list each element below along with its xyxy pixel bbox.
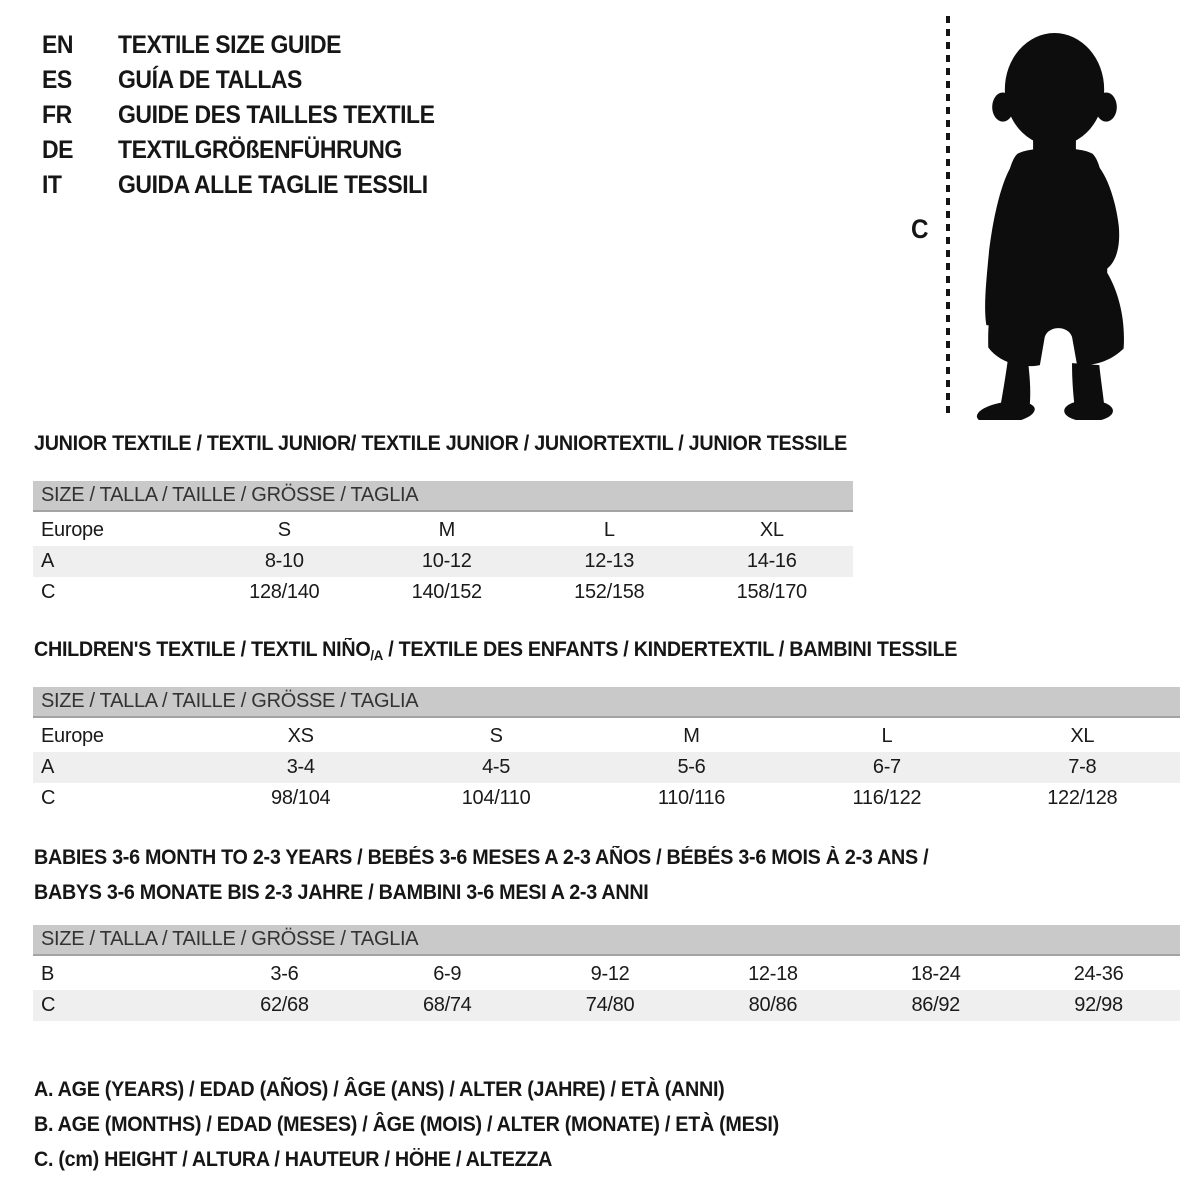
cell-value: 152/158 [574, 581, 645, 603]
language-title-list [42, 28, 462, 203]
cell-value: 122/128 [1047, 787, 1118, 809]
babies-title-line1: BABIES 3-6 MONTH TO 2-3 YEARS / BEBÉS 3-6 MESES A 2-3 AÑOS / BÉBÉS 3-6 MOIS À 2-3 ANS / [34, 846, 929, 869]
guide-title-de: TEXTILGRÖßENFÜHRUNG [118, 136, 402, 164]
measurement-legend [34, 1072, 826, 1177]
size-column: S [489, 725, 503, 747]
table-row-age [33, 546, 853, 577]
size-column: M [683, 725, 700, 747]
babies-title-line2: BABYS 3-6 MONATE BIS 2-3 JAHRE / BAMBINI 3-6 MESI A 2-3 ANNI [34, 881, 649, 904]
cell-value: 6-7 [872, 756, 901, 778]
cell-value: 3-4 [286, 756, 315, 778]
row-label: C [41, 581, 56, 603]
cell-value: 68/74 [422, 994, 472, 1016]
babies-size-table [33, 925, 1180, 1021]
height-dashed-line [946, 16, 950, 416]
lang-code: FR [42, 101, 72, 129]
size-column: XL [759, 519, 784, 541]
cell-value: 12-13 [584, 550, 635, 572]
table-row-height [33, 577, 853, 608]
size-column: XS [287, 725, 314, 747]
row-label: Europe [41, 519, 104, 541]
size-header-bar: SIZE / TALLA / TAILLE / GRÖSSE / TAGLIA [33, 687, 1180, 718]
size-header-bar: SIZE / TALLA / TAILLE / GRÖSSE / TAGLIA [33, 925, 1180, 956]
toddler-silhouette-icon [962, 20, 1147, 420]
row-label: Europe [41, 725, 104, 747]
height-measure-label: C [910, 214, 929, 244]
babies-section-title [34, 840, 928, 910]
lang-code: ES [42, 66, 72, 94]
cell-value: 9-12 [590, 963, 630, 985]
cell-value: 7-8 [1068, 756, 1097, 778]
row-label: A [41, 756, 55, 778]
cell-value: 104/110 [461, 787, 531, 809]
cell-value: 140/152 [411, 581, 482, 603]
table-row-europe [33, 721, 1180, 752]
lang-row-es [42, 63, 462, 98]
row-label: C [41, 787, 56, 809]
lang-row-en [42, 28, 462, 63]
guide-title-es: GUÍA DE TALLAS [118, 66, 302, 94]
cell-value: 4-5 [482, 756, 511, 778]
lang-row-it [42, 168, 462, 203]
guide-title-fr: GUIDE DES TAILLES TEXTILE [118, 101, 435, 129]
cell-value: 3-6 [270, 963, 299, 985]
children-title-prefix: CHILDREN'S TEXTILE / TEXTIL NIÑO [34, 638, 371, 661]
size-column: L [603, 519, 615, 541]
table-row-months [33, 959, 1180, 990]
size-column: L [881, 725, 893, 747]
junior-section-title: JUNIOR TEXTILE / TEXTIL JUNIOR/ TEXTILE JUNIOR / JUNIORTEXTIL / JUNIOR TESSILE [34, 432, 848, 455]
guide-title-it: GUIDA ALLE TAGLIE TESSILI [118, 171, 428, 199]
children-size-table [33, 687, 1180, 814]
junior-size-table [33, 481, 853, 608]
cell-value: 80/86 [748, 994, 798, 1016]
lang-code: EN [42, 31, 74, 59]
legend-age-months: B. AGE (MONTHS) / EDAD (MESES) / ÂGE (MOIS) / ALTER (MONATE) / ETÀ (MESI) [34, 1113, 779, 1136]
cell-value: 14-16 [746, 550, 797, 572]
size-header-bar: SIZE / TALLA / TAILLE / GRÖSSE / TAGLIA [33, 481, 853, 512]
table-row-europe [33, 515, 853, 546]
cell-value: 12-18 [748, 963, 798, 985]
cell-value: 110/116 [657, 787, 726, 809]
row-label: C [41, 994, 56, 1016]
cell-value: 128/140 [249, 581, 320, 603]
size-column: XL [1070, 725, 1095, 747]
table-row-age [33, 752, 1180, 783]
cell-value: 158/170 [736, 581, 807, 603]
children-section-title [34, 638, 957, 663]
cell-value: 116/122 [852, 787, 922, 809]
cell-value: 24-36 [1073, 963, 1124, 985]
cell-value: 92/98 [1074, 994, 1123, 1016]
cell-value: 10-12 [421, 550, 472, 572]
row-label: B [41, 963, 55, 985]
guide-title-en: TEXTILE SIZE GUIDE [118, 31, 342, 59]
lang-row-de [42, 133, 462, 168]
cell-value: 98/104 [271, 787, 331, 809]
cell-value: 6-9 [433, 963, 462, 985]
cell-value: 8-10 [264, 550, 304, 572]
lang-code: IT [42, 171, 62, 199]
children-title-sub: /A [370, 647, 383, 663]
lang-code: DE [42, 136, 74, 164]
cell-value: 5-6 [677, 756, 706, 778]
size-column: M [438, 519, 455, 541]
lang-row-fr [42, 98, 462, 133]
legend-age-years: A. AGE (YEARS) / EDAD (AÑOS) / ÂGE (ANS) / ALTER (JAHRE) / ETÀ (ANNI) [34, 1078, 725, 1101]
cell-value: 18-24 [910, 963, 961, 985]
table-row-height [33, 990, 1180, 1021]
size-column: S [277, 519, 291, 541]
table-row-height [33, 783, 1180, 814]
children-title-suffix: / TEXTILE DES ENFANTS / KINDERTEXTIL / BAMBINI TESSILE [382, 638, 958, 661]
legend-height-cm: C. (cm) HEIGHT / ALTURA / HAUTEUR / HÖHE / ALTEZZA [34, 1148, 553, 1171]
cell-value: 74/80 [585, 994, 635, 1016]
cell-value: 86/92 [911, 994, 961, 1016]
cell-value: 62/68 [260, 994, 309, 1016]
row-label: A [41, 550, 55, 572]
